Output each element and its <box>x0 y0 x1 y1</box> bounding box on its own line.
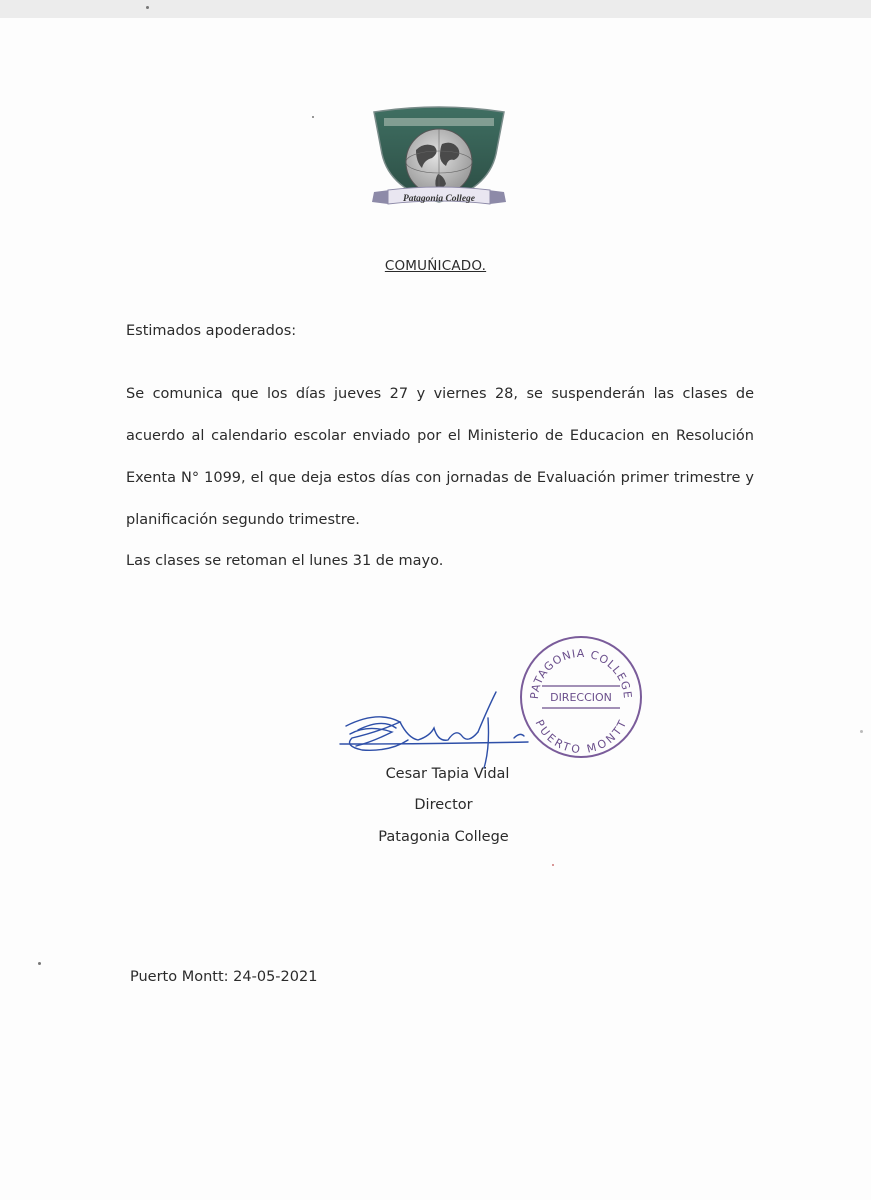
stamp-seal-icon <box>516 632 646 762</box>
signatory-name: Cesar Tapia Vidal <box>385 766 510 782</box>
globe-shield-crest-icon <box>368 104 510 216</box>
scan-edge <box>0 0 871 18</box>
scan-speck <box>552 864 554 866</box>
document-title: COMUŃICADO. <box>384 258 487 274</box>
official-stamp <box>516 632 646 762</box>
scan-speck <box>38 962 41 965</box>
signatory-role: Director <box>414 797 473 813</box>
stamp-bottom-text: PUERTO MONTT <box>532 717 630 757</box>
signatory-organization: Patagonia College <box>378 829 509 845</box>
body-paragraph: Se comunica que los días jueves 27 y viernes 28, se suspenderán las clases de acuerdo al calendario escolar enviado por el Ministerio de Educacion en Resolución Exenta N° 1099, el que deja estos días con jornadas de Evaluación primer trimestre y planificación segundo trimestre. <box>126 386 754 528</box>
stamp-top-text: PATAGONIA COLLEGE <box>527 646 635 700</box>
school-logo <box>368 104 510 216</box>
stamp-center-text: DIRECCION <box>550 691 612 704</box>
scan-speck <box>146 6 149 9</box>
greeting: Estimados apoderados: <box>126 323 297 339</box>
scan-speck <box>860 730 863 733</box>
logo-wordmark: Patagonia College <box>402 194 476 204</box>
scan-speck <box>312 116 314 118</box>
place-and-date: Puerto Montt: 24-05-2021 <box>130 969 318 985</box>
resumption-notice: Las clases se retoman el lunes 31 de mayo. <box>126 553 444 569</box>
